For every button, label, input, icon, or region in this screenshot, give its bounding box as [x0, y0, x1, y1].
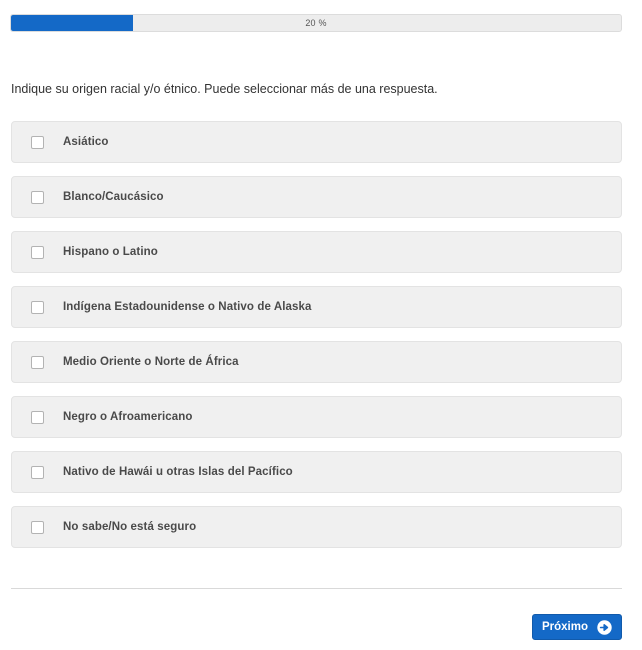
option-row[interactable] [11, 341, 622, 383]
option-label: Asiático [63, 136, 109, 148]
option-label: Hispano o Latino [63, 246, 158, 258]
option-checkbox[interactable] [31, 191, 44, 204]
option-label: Indígena Estadounidense o Nativo de Alaska [63, 301, 312, 313]
option-checkbox[interactable] [31, 356, 44, 369]
option-row[interactable] [11, 506, 622, 548]
footer-divider [11, 588, 622, 589]
option-row[interactable] [11, 286, 622, 328]
option-label: Medio Oriente o Norte de África [63, 356, 239, 368]
option-label: Negro o Afroamericano [63, 411, 193, 423]
option-label: No sabe/No está seguro [63, 521, 197, 533]
option-row[interactable] [11, 121, 622, 163]
options-list [11, 121, 622, 561]
question-text: Indique su origen racial y/o étnico. Puede seleccionar más de una respuesta. [11, 82, 438, 96]
next-button-label: Próximo [541, 621, 588, 633]
option-checkbox[interactable] [31, 136, 44, 149]
next-button[interactable] [532, 614, 622, 640]
option-row[interactable] [11, 451, 622, 493]
option-checkbox[interactable] [31, 246, 44, 259]
option-label: Blanco/Caucásico [63, 191, 164, 203]
option-row[interactable] [11, 231, 622, 273]
arrow-right-icon [597, 620, 612, 635]
option-label: Nativo de Hawái u otras Islas del Pacífico [63, 466, 293, 478]
option-row[interactable] [11, 176, 622, 218]
progress-percent-label: 20 % [305, 18, 327, 28]
option-checkbox[interactable] [31, 466, 44, 479]
option-row[interactable] [11, 396, 622, 438]
progress-bar [10, 14, 622, 32]
option-checkbox[interactable] [31, 411, 44, 424]
option-checkbox[interactable] [31, 301, 44, 314]
option-checkbox[interactable] [31, 521, 44, 534]
